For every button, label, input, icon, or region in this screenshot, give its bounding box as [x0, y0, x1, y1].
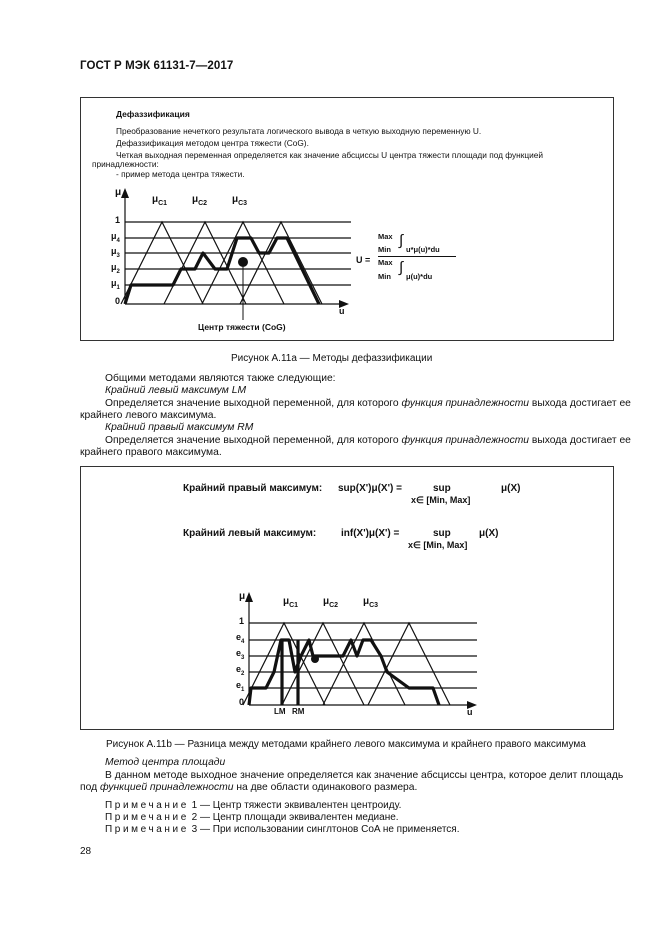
figure-a-line3: Четкая выходная переменная определяется как значение абсциссы U центра тяжести площади под функцией — [116, 150, 543, 160]
figure-a-line1: Преобразование нечеткого результата логического вывода в четкую выходную переменную U. — [116, 126, 482, 136]
rm-description-end: крайнего правого максимума. — [80, 447, 222, 458]
y-axis-label-b: μ — [239, 591, 246, 602]
rm-formula-label: Крайний правый максимум: — [183, 483, 323, 494]
formula-max-top: Max — [378, 232, 393, 241]
y-tick-e3: $e_3$ — [236, 648, 245, 661]
y-tick-1: 1 — [115, 215, 121, 225]
coa-heading: Метод центра площади — [105, 757, 226, 768]
rm-formula: sup(X')μ(X') = — [338, 483, 402, 494]
y-tick-e2: $e_2$ — [236, 664, 245, 677]
rm-description: Определяется значение выходной переменной, для которого функция принадлежности выхода достигает ее — [105, 435, 631, 446]
coa-description-end: под функцией принадлежности на две области одинакового размера. — [80, 782, 418, 793]
y-tick-e1: $e_1$ — [236, 680, 245, 693]
figure-b-frame — [80, 466, 614, 730]
formula-u: U = — [356, 255, 371, 265]
y-tick-1-b: 1 — [239, 616, 245, 626]
aggregated-output — [125, 238, 319, 304]
formula-max-bottom: Max — [378, 258, 393, 267]
y-axis-label: μ — [115, 187, 122, 198]
figure-a-frame — [80, 97, 614, 341]
rm-sup: sup — [433, 483, 451, 494]
term-c3: $\mu_{C3}$ — [232, 194, 248, 207]
note-2: Примечание 2 — Центр площади эквивалентен медиане. — [105, 812, 399, 823]
figure-a-chart — [81, 98, 613, 340]
page-number: 28 — [80, 846, 92, 857]
lm-sup: sup — [433, 528, 451, 539]
figure-b-chart — [81, 467, 613, 729]
centroid-marker — [238, 257, 248, 267]
lm-formula: inf(X')μ(X') = — [341, 528, 400, 539]
y-axis-arrow-b — [245, 592, 253, 602]
y-tick-mu4: $\mu_4$ — [111, 231, 120, 244]
rm-heading: Крайний правый максимум RM — [105, 422, 254, 433]
y-tick-0-b: 0 — [239, 697, 245, 707]
membership-triangles-b — [243, 623, 450, 705]
lm-description-end: крайнего левого максимума. — [80, 410, 217, 421]
term-c2: $\mu_{C2}$ — [192, 194, 208, 207]
intro-paragraph: Общими методами являются также следующие: — [105, 373, 336, 384]
note-3: Примечание 3 — При использовании синглтонов CoA не применяется. — [105, 824, 460, 835]
term-c1-b: $\mu_{C1}$ — [283, 596, 299, 609]
formula-numerator: u*μ(u)*du — [406, 245, 440, 254]
y-axis-arrow — [121, 188, 129, 198]
y-tick-0: 0 — [115, 296, 121, 306]
formula-min-bottom: Min — [378, 272, 391, 281]
lm-formula-label: Крайний левый максимум: — [183, 528, 317, 539]
cog-label: Центр тяжести (CoG) — [198, 322, 286, 332]
y-tick-mu2: $\mu_2$ — [111, 262, 120, 275]
lm-heading: Крайний левый максимум LM — [105, 385, 247, 396]
membership-triangles — [121, 222, 322, 304]
figure-a-line4: - пример метода центра тяжести. — [116, 169, 245, 179]
integral-top: ∫ — [399, 232, 404, 249]
figure-a-line3b: принадлежности: — [92, 159, 159, 169]
term-c2-b: $\mu_{C2}$ — [323, 596, 339, 609]
y-tick-mu3: $\mu_3$ — [111, 246, 120, 259]
term-c3-b: $\mu_{C3}$ — [363, 596, 379, 609]
figure-a-caption: Рисунок А.11а — Методы дефаззификации — [231, 353, 433, 364]
figure-b-caption: Рисунок А.11b — Разница между методами крайнего левого максимума и крайнего правого максимума — [106, 739, 586, 750]
note-1: Примечание 1 — Центр тяжести эквивалентен центроиду. — [105, 800, 402, 811]
integral-bottom: ∫ — [399, 259, 404, 276]
y-tick-mu1: $\mu_1$ — [111, 278, 120, 291]
document-header: ГОСТ Р МЭК 61131-7—2017 — [80, 60, 234, 72]
formula-min-top: Min — [378, 245, 391, 254]
rm-mu: μ(X) — [501, 483, 521, 494]
y-tick-e4: $e_4$ — [236, 632, 245, 645]
coa-description: В данном методе выходное значение определяется как значение абсциссы центра, которое делит площадь — [105, 770, 624, 781]
fraction-bar — [378, 256, 456, 257]
lm-range: x∈ [Min, Max] — [408, 540, 468, 550]
x-axis-label: u — [339, 306, 345, 316]
lm-dot — [311, 655, 319, 663]
rm-range: x∈ [Min, Max] — [411, 495, 471, 505]
lm-mu: μ(X) — [479, 528, 499, 539]
x-tick-lm: LM — [274, 707, 286, 716]
figure-a-title: Дефаззификация — [116, 109, 190, 119]
term-c1: $\mu_{C1}$ — [152, 194, 168, 207]
x-axis-label-b: u — [467, 707, 473, 717]
formula-denominator: μ(u)*du — [406, 272, 433, 281]
figure-a-line2: Дефаззификация методом центра тяжести (CoG). — [116, 138, 309, 148]
x-tick-rm: RM — [292, 707, 305, 716]
lm-description: Определяется значение выходной переменной, для которого функция принадлежности выхода достигает ее — [105, 398, 631, 409]
